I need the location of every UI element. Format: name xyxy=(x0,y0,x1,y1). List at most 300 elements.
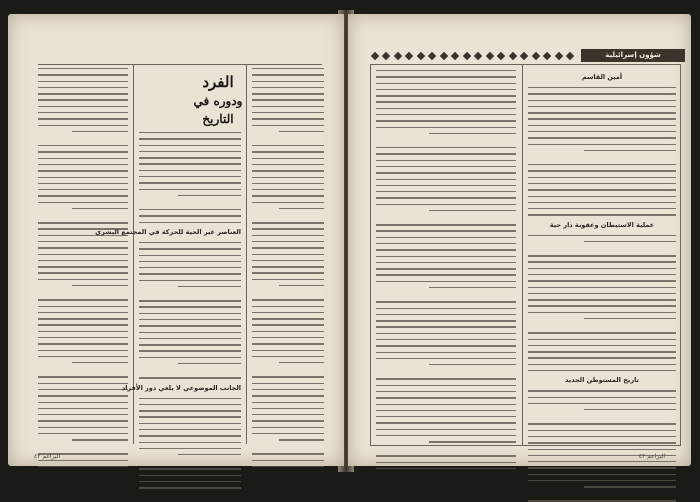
text-line xyxy=(38,343,128,344)
text-line xyxy=(376,385,516,386)
text-line xyxy=(252,235,324,236)
text-line xyxy=(528,436,676,437)
text-line xyxy=(376,397,516,398)
text-line xyxy=(38,383,128,384)
paragraph-gap xyxy=(528,324,676,332)
text-line xyxy=(376,462,516,463)
text-line xyxy=(528,214,676,215)
right-page xyxy=(348,14,691,466)
text-line xyxy=(528,351,676,352)
text-line xyxy=(252,466,324,467)
text-line xyxy=(38,189,128,190)
text-line xyxy=(528,235,676,236)
text-line xyxy=(279,208,324,209)
text-line xyxy=(528,287,676,288)
text-line xyxy=(528,274,676,275)
text-line xyxy=(252,324,324,325)
text-line xyxy=(38,151,128,152)
text-line xyxy=(38,158,128,159)
text-line xyxy=(38,324,128,325)
text-line xyxy=(38,170,128,171)
left-article-column-1 xyxy=(252,68,324,444)
article-subhead: تاريخ المستوطن الجديد xyxy=(565,376,639,385)
text-line xyxy=(252,118,324,119)
text-line xyxy=(38,177,128,178)
text-line xyxy=(528,255,676,256)
text-line xyxy=(139,435,241,436)
text-line xyxy=(252,318,324,319)
text-line xyxy=(38,356,128,357)
text-line xyxy=(139,350,241,351)
left-page-folio: البراعم ٤٢ xyxy=(34,453,61,460)
text-line xyxy=(429,210,516,211)
text-line xyxy=(528,403,676,404)
text-line xyxy=(38,312,128,313)
text-line xyxy=(429,441,516,442)
text-line xyxy=(38,125,128,126)
text-line xyxy=(528,100,676,101)
text-line xyxy=(376,308,516,309)
text-line xyxy=(376,160,516,161)
text-line xyxy=(252,279,324,280)
text-line xyxy=(528,87,676,88)
text-line xyxy=(38,202,128,203)
text-line xyxy=(376,422,516,423)
text-line xyxy=(38,106,128,107)
text-line xyxy=(528,293,676,294)
text-line xyxy=(528,125,676,126)
paragraph-gap xyxy=(376,370,516,378)
text-line xyxy=(279,285,324,286)
text-line xyxy=(139,273,241,274)
text-line xyxy=(139,248,241,249)
text-line xyxy=(252,383,324,384)
text-line xyxy=(252,395,324,396)
text-line xyxy=(528,202,676,203)
text-line xyxy=(376,281,516,282)
text-line xyxy=(139,261,241,262)
paragraph-gap xyxy=(252,214,324,222)
text-line xyxy=(139,151,241,152)
text-line xyxy=(252,202,324,203)
text-line xyxy=(139,267,241,268)
text-line xyxy=(376,320,516,321)
text-line xyxy=(376,197,516,198)
text-line xyxy=(139,132,241,133)
section-tag: شؤون إسرائيلية xyxy=(581,49,685,62)
text-line xyxy=(376,83,516,84)
text-line xyxy=(139,306,241,307)
text-line xyxy=(252,68,324,69)
text-line xyxy=(279,362,324,363)
text-line xyxy=(38,350,128,351)
text-line xyxy=(528,164,676,165)
text-line xyxy=(178,454,241,455)
text-line xyxy=(252,177,324,178)
text-line xyxy=(139,487,241,488)
text-line xyxy=(178,286,241,287)
text-line xyxy=(252,306,324,307)
paragraph-gap xyxy=(528,492,676,500)
text-line xyxy=(139,332,241,333)
text-line xyxy=(252,299,324,300)
text-line xyxy=(376,429,516,430)
text-line xyxy=(528,106,676,107)
text-line xyxy=(252,331,324,332)
text-line xyxy=(376,204,516,205)
paragraph-gap xyxy=(528,415,676,423)
text-line xyxy=(252,420,324,421)
text-line xyxy=(376,391,516,392)
text-line xyxy=(528,390,676,391)
text-line xyxy=(376,410,516,411)
text-line xyxy=(528,364,676,365)
text-line xyxy=(252,189,324,190)
text-line xyxy=(38,241,128,242)
text-line xyxy=(38,93,128,94)
text-line xyxy=(139,319,241,320)
text-line xyxy=(38,145,128,146)
paragraph-gap xyxy=(139,460,241,468)
text-line xyxy=(38,222,128,223)
text-line xyxy=(252,337,324,338)
text-line xyxy=(376,70,516,71)
text-line xyxy=(38,420,128,421)
text-line xyxy=(376,378,516,379)
paragraph-gap xyxy=(376,293,516,301)
left-top-rule xyxy=(38,64,322,65)
text-line xyxy=(528,397,676,398)
text-line xyxy=(252,260,324,261)
text-line xyxy=(38,266,128,267)
text-line xyxy=(139,222,241,223)
paragraph-gap xyxy=(38,137,128,145)
text-line xyxy=(139,176,241,177)
text-line xyxy=(376,301,516,302)
text-line xyxy=(528,137,676,138)
text-line xyxy=(528,177,676,178)
text-line xyxy=(376,262,516,263)
text-line xyxy=(376,101,516,102)
text-line xyxy=(528,280,676,281)
text-line xyxy=(584,318,676,319)
text-line xyxy=(376,249,516,250)
text-line xyxy=(528,370,676,371)
text-line xyxy=(376,108,516,109)
text-line xyxy=(38,81,128,82)
left-page xyxy=(8,14,344,466)
text-line xyxy=(376,120,516,121)
text-line xyxy=(252,376,324,377)
text-line xyxy=(139,357,241,358)
text-line xyxy=(38,414,128,415)
paragraph-gap xyxy=(376,447,516,455)
text-line xyxy=(252,125,324,126)
text-line xyxy=(252,81,324,82)
text-line xyxy=(252,254,324,255)
text-line xyxy=(38,395,128,396)
text-line xyxy=(584,486,676,487)
text-line xyxy=(252,408,324,409)
text-line xyxy=(252,433,324,434)
text-line xyxy=(38,68,128,69)
text-line xyxy=(72,439,128,440)
text-line xyxy=(139,242,241,243)
article-subhead: الجانب الموضوعي لا يلغي دور الأفراد xyxy=(121,383,241,392)
text-line xyxy=(139,468,241,469)
text-line xyxy=(38,389,128,390)
text-line xyxy=(72,362,128,363)
text-line xyxy=(252,356,324,357)
text-line xyxy=(528,345,676,346)
text-line xyxy=(376,468,516,469)
text-line xyxy=(376,89,516,90)
text-line xyxy=(376,326,516,327)
text-line xyxy=(252,87,324,88)
text-line xyxy=(139,398,241,399)
text-line xyxy=(139,404,241,405)
text-line xyxy=(38,318,128,319)
text-line xyxy=(376,352,516,353)
article-title xyxy=(182,72,254,124)
paragraph-gap xyxy=(528,156,676,164)
text-line xyxy=(376,185,516,186)
text-line xyxy=(528,208,676,209)
text-line xyxy=(139,170,241,171)
text-line xyxy=(528,112,676,113)
right-column-divider xyxy=(522,64,523,446)
text-line xyxy=(38,279,128,280)
text-line xyxy=(252,414,324,415)
text-line xyxy=(139,416,241,417)
text-line xyxy=(528,430,676,431)
text-line xyxy=(38,112,128,113)
paragraph-gap xyxy=(38,214,128,222)
text-line xyxy=(38,87,128,88)
text-line xyxy=(252,460,324,461)
paragraph-gap xyxy=(139,201,241,209)
text-line xyxy=(38,260,128,261)
text-line xyxy=(38,408,128,409)
text-line xyxy=(528,480,676,481)
paragraph-gap xyxy=(38,291,128,299)
text-line xyxy=(252,112,324,113)
paragraph-gap xyxy=(38,368,128,376)
text-line xyxy=(376,224,516,225)
text-line xyxy=(252,170,324,171)
right-article-column-1 xyxy=(528,70,676,444)
text-line xyxy=(528,332,676,333)
text-line xyxy=(139,182,241,183)
paragraph-gap xyxy=(376,216,516,224)
paragraph-gap xyxy=(139,292,241,300)
text-line xyxy=(528,261,676,262)
text-line xyxy=(139,338,241,339)
text-line xyxy=(252,241,324,242)
text-line xyxy=(252,272,324,273)
text-line xyxy=(72,285,128,286)
paragraph-gap xyxy=(528,247,676,255)
article-title-line2: ودوره في التاريخ xyxy=(193,94,243,126)
text-line xyxy=(528,93,676,94)
text-line xyxy=(376,268,516,269)
text-line xyxy=(376,237,516,238)
text-line xyxy=(139,215,241,216)
text-line xyxy=(376,256,516,257)
text-line xyxy=(528,196,676,197)
text-line xyxy=(252,145,324,146)
text-line xyxy=(38,433,128,434)
text-line xyxy=(376,333,516,334)
text-line xyxy=(139,448,241,449)
text-line xyxy=(139,145,241,146)
text-line xyxy=(139,300,241,301)
text-line xyxy=(528,268,676,269)
text-line xyxy=(376,147,516,148)
text-line xyxy=(38,299,128,300)
text-line xyxy=(528,118,676,119)
text-line xyxy=(528,299,676,300)
text-line xyxy=(252,106,324,107)
text-line xyxy=(38,254,128,255)
text-line xyxy=(429,364,516,365)
text-line xyxy=(139,138,241,139)
text-line xyxy=(38,402,128,403)
text-line xyxy=(528,461,676,462)
text-line xyxy=(376,76,516,77)
text-line xyxy=(38,427,128,428)
text-line xyxy=(139,255,241,256)
text-line xyxy=(376,416,516,417)
text-line xyxy=(38,118,128,119)
text-line xyxy=(139,280,241,281)
text-line xyxy=(528,357,676,358)
text-line xyxy=(38,183,128,184)
text-line xyxy=(38,306,128,307)
text-line xyxy=(252,402,324,403)
article-subhead: عملية الاستيطان وعقوبة دار حية xyxy=(549,220,655,229)
right-page-folio: البراعم ٤٣ xyxy=(638,453,665,460)
text-line xyxy=(252,350,324,351)
text-line xyxy=(376,455,516,456)
text-line xyxy=(528,467,676,468)
text-line xyxy=(279,131,324,132)
text-line xyxy=(139,189,241,190)
text-line xyxy=(376,172,516,173)
text-line xyxy=(376,191,516,192)
text-line xyxy=(38,337,128,338)
article-subhead: العناصر غير الحية للحركة في المجتمع البشري xyxy=(95,227,241,236)
text-line xyxy=(38,99,128,100)
text-line xyxy=(528,131,676,132)
text-line xyxy=(38,272,128,273)
right-article-column-2 xyxy=(376,70,516,444)
paragraph-gap xyxy=(252,368,324,376)
text-line xyxy=(139,163,241,164)
paragraph-gap xyxy=(252,445,324,453)
text-line xyxy=(376,314,516,315)
left-article-column-2 xyxy=(95,132,241,444)
text-line xyxy=(38,331,128,332)
text-line xyxy=(376,358,516,359)
text-line xyxy=(139,410,241,411)
text-line xyxy=(139,475,241,476)
text-line xyxy=(528,339,676,340)
text-line xyxy=(252,158,324,159)
text-line xyxy=(376,243,516,244)
text-line xyxy=(38,247,128,248)
paragraph-gap xyxy=(139,369,241,377)
paragraph-gap xyxy=(252,137,324,145)
text-line xyxy=(139,325,241,326)
text-line xyxy=(139,481,241,482)
text-line xyxy=(139,442,241,443)
text-line xyxy=(584,150,676,151)
article-title-line1: الفرد xyxy=(202,73,234,91)
text-line xyxy=(252,151,324,152)
article-subhead: أمين القاسم xyxy=(581,73,623,81)
text-line xyxy=(252,195,324,196)
text-line xyxy=(252,247,324,248)
text-line xyxy=(528,442,676,443)
text-line xyxy=(376,166,516,167)
text-line xyxy=(528,423,676,424)
text-line xyxy=(178,195,241,196)
text-line xyxy=(139,157,241,158)
text-line xyxy=(376,339,516,340)
text-line xyxy=(376,274,516,275)
text-line xyxy=(38,466,128,467)
text-line xyxy=(252,453,324,454)
text-line xyxy=(528,170,676,171)
text-line xyxy=(252,343,324,344)
text-line xyxy=(252,389,324,390)
text-line xyxy=(72,131,128,132)
text-line xyxy=(279,439,324,440)
text-line xyxy=(429,287,516,288)
text-line xyxy=(376,435,516,436)
text-line xyxy=(252,93,324,94)
text-line xyxy=(376,153,516,154)
text-line xyxy=(178,363,241,364)
text-line xyxy=(252,222,324,223)
text-line xyxy=(528,189,676,190)
text-line xyxy=(139,313,241,314)
text-line xyxy=(528,474,676,475)
text-line xyxy=(252,74,324,75)
text-line xyxy=(429,133,516,134)
text-line xyxy=(139,429,241,430)
text-line xyxy=(139,423,241,424)
text-line xyxy=(252,99,324,100)
text-line xyxy=(252,164,324,165)
text-line xyxy=(376,127,516,128)
text-line xyxy=(72,208,128,209)
text-line xyxy=(528,144,676,145)
text-line xyxy=(584,409,676,410)
text-line xyxy=(584,241,676,242)
text-line xyxy=(376,114,516,115)
text-line xyxy=(376,404,516,405)
text-line xyxy=(376,95,516,96)
text-line xyxy=(376,230,516,231)
paragraph-gap xyxy=(252,291,324,299)
text-line xyxy=(376,179,516,180)
text-line xyxy=(528,183,676,184)
text-line xyxy=(252,183,324,184)
text-line xyxy=(139,344,241,345)
text-line xyxy=(376,345,516,346)
